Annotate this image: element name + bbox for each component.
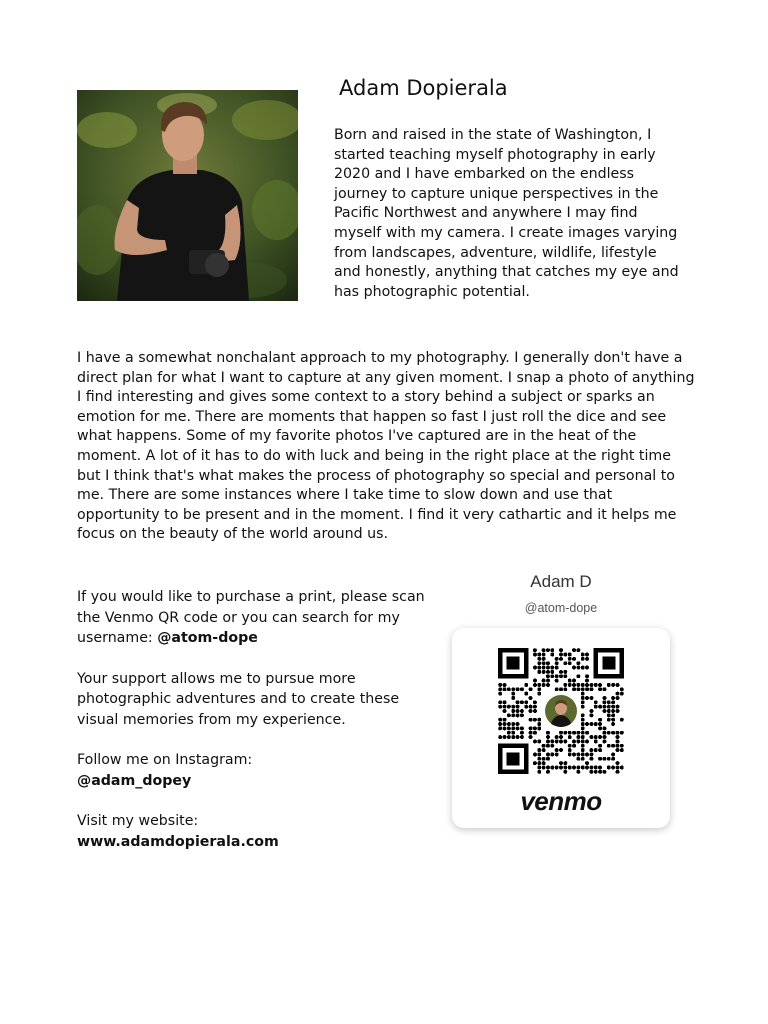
avatar	[542, 692, 580, 730]
venmo-handle: @atom-dope	[524, 601, 598, 615]
venmo-username: @atom-dope	[157, 630, 258, 646]
bio-paragraph: Born and raised in the state of Washington, I started teaching myself photography in early 2020 and I have embarked on the endless journey to capture unique perspectives in the Pacific Northwest and anywhere I may find myself with my camera. I create images varying from landscapes, adventure, wildlife, lifestyle and honestly, anything that catches my eye and has photographic potential.	[334, 127, 679, 300]
venmo-logo: venmo	[520, 786, 602, 816]
website-paragraph	[77, 811, 427, 852]
website-label: Visit my website:	[77, 813, 199, 829]
instagram-handle: @adam_dopey	[77, 772, 192, 789]
instagram-label: Follow me on Instagram:	[77, 752, 253, 768]
venmo-qr-card[interactable]	[452, 628, 670, 828]
purchase-text: If you would like to purchase a print, please scan the Venmo QR code or you can search for my username:	[77, 589, 425, 646]
approach-paragraph: I have a somewhat nonchalant approach to my photography. I generally don't have a direct plan for what I want to capture at any given moment. I snap a photo of anything I find interesting and gives some context to a story behind a subject or sparks an emotion for me. There are moments that happen so fast I just roll the dice and see what happens. Some of my favorite photos I've captured are in the heat of the moment. A lot of it has to do with luck and being in the right place at the right time but I think that's what makes the process of photography so special and personal to me. There are some instances where I take time to slow down and use that opportunity to be present and in the moment. I find it very cathartic and it helps me focus on the beauty of the world around us.	[77, 350, 695, 543]
website-url[interactable]: www.adamdopierala.com	[77, 833, 279, 850]
instagram-paragraph	[77, 750, 427, 791]
info-section	[77, 587, 427, 872]
support-paragraph: Your support allows me to pursue more photographic adventures and to create these visual memories from my experience.	[77, 670, 400, 728]
profile-photo	[77, 90, 298, 301]
purchase-paragraph	[77, 587, 427, 649]
author-name: Adam Dopierala	[339, 76, 508, 100]
venmo-display-name: Adam D	[530, 572, 592, 591]
